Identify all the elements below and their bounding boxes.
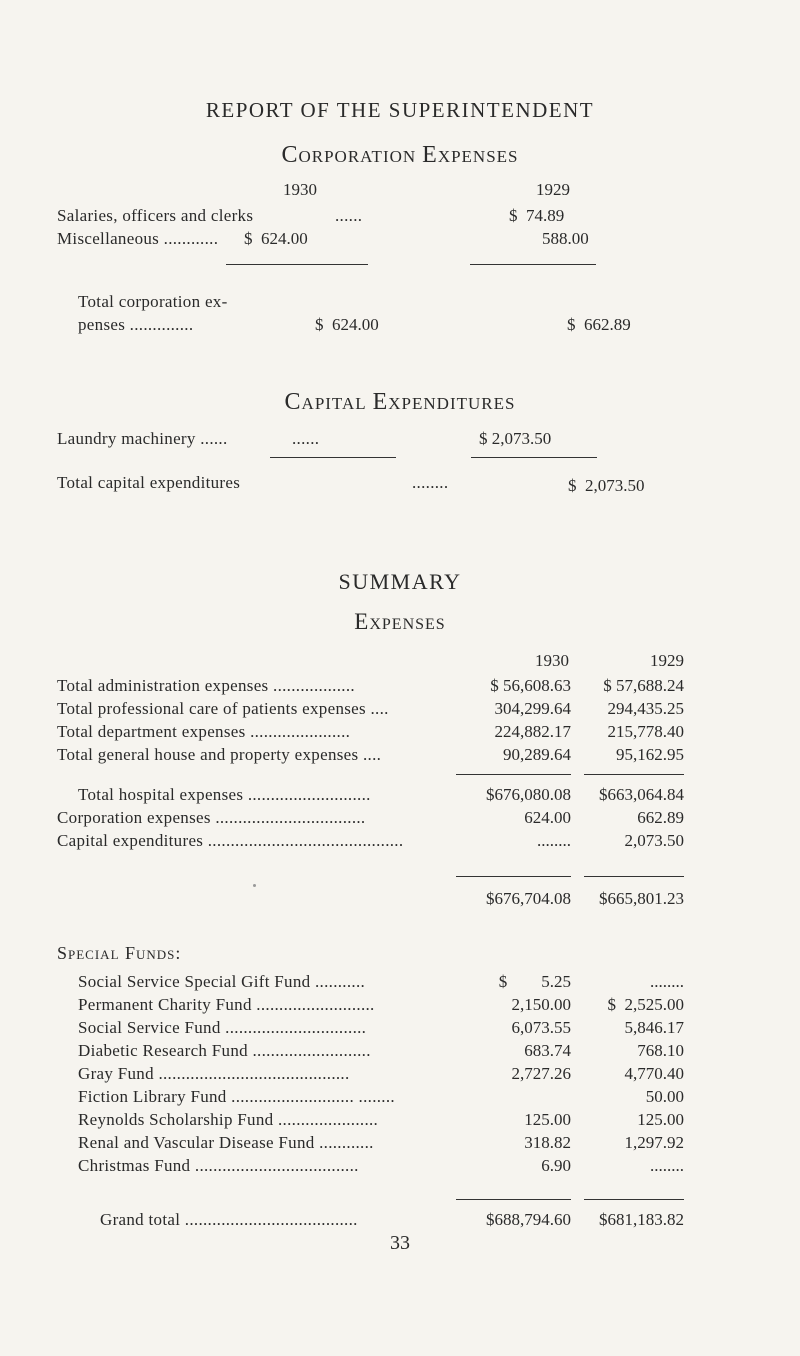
fund-row-label: Social Service Special Gift Fund ........... <box>78 972 366 991</box>
summary-row-professional-1930: 304,299.64 <box>494 699 571 718</box>
misc-label: Miscellaneous ............ <box>57 229 219 248</box>
fund-row-label: Permanent Charity Fund .......................... <box>78 995 375 1014</box>
page-number: 33 <box>390 1232 410 1254</box>
corp-total-1929: $ 662.89 <box>567 315 631 334</box>
summary-row-department-label: Total department expenses ...................... <box>57 722 351 741</box>
summary-corporation-1930: 624.00 <box>524 808 571 827</box>
grand-rule-1929 <box>584 1199 684 1200</box>
salaries-dots: ...... <box>335 206 363 225</box>
summary-heading: SUMMARY <box>338 569 462 594</box>
fund-row-1929: 50.00 <box>645 1087 684 1106</box>
fund-row-label: Christmas Fund .................................... <box>78 1156 359 1175</box>
capital-expenditures-heading: Capital Expenditures <box>284 389 516 415</box>
hospital-total-1930: $676,080.08 <box>486 785 571 804</box>
summary-rule-1930 <box>456 774 571 775</box>
summary-row-admin-label: Total administration expenses .................. <box>57 676 355 695</box>
grand-total-1929: $681,183.82 <box>599 1210 684 1229</box>
summary-capital-1929: 2,073.50 <box>624 831 684 850</box>
capital-total-label: Total capital expenditures <box>57 473 241 492</box>
corp-total-1930: $ 624.00 <box>315 315 379 334</box>
summary-row-department-1930: 224,882.17 <box>494 722 571 741</box>
corp-col-1929: 1929 <box>536 180 570 199</box>
summary-corporation-1929: 662.89 <box>637 808 684 827</box>
subtotal-1930: $676,704.08 <box>486 889 571 908</box>
fund-row-label: Reynolds Scholarship Fund ...................... <box>78 1110 379 1129</box>
summary-col-1930: 1930 <box>535 651 569 670</box>
grand-rule-1930 <box>456 1199 571 1200</box>
fund-row-1930: 683.74 <box>524 1041 571 1060</box>
summary-capital-label: Capital expenditures ........................................... <box>57 831 404 850</box>
grand-total-1930: $688,794.60 <box>486 1210 571 1229</box>
capital-rule-1 <box>270 457 396 458</box>
corporation-expenses-heading: Corporation Expenses <box>281 142 519 168</box>
summary-rule-1929 <box>584 774 684 775</box>
fund-row-1929: 4,770.40 <box>624 1064 684 1083</box>
fund-row-1929: 125.00 <box>637 1110 684 1129</box>
summary-row-professional-1929: 294,435.25 <box>607 699 684 718</box>
fund-row-label: Diabetic Research Fund .......................... <box>78 1041 371 1060</box>
fund-row-1929: ........ <box>650 972 684 991</box>
summary-row-general-label: Total general house and property expenses .... <box>57 745 382 764</box>
laundry-value: $ 2,073.50 <box>479 429 552 448</box>
summary-col-1929: 1929 <box>650 651 684 670</box>
laundry-label: Laundry machinery ...... <box>57 429 228 448</box>
fund-row-1929: ........ <box>650 1156 684 1175</box>
fund-row-1929: $ 2,525.00 <box>607 995 684 1014</box>
salaries-label: Salaries, officers and clerks <box>57 206 254 225</box>
page-title: REPORT OF THE SUPERINTENDENT <box>205 98 595 122</box>
laundry-dots: ...... <box>292 429 320 448</box>
corp-rule-1930 <box>226 264 368 265</box>
fund-row-1929: 1,297.92 <box>624 1133 684 1152</box>
fund-row-label: Renal and Vascular Disease Fund ............ <box>78 1133 374 1152</box>
fund-row-1930: 6.90 <box>541 1156 571 1175</box>
fund-row-1929: 5,846.17 <box>624 1018 684 1037</box>
special-funds-heading: Special Funds: <box>57 943 182 963</box>
summary-row-admin-1930: $ 56,608.63 <box>490 676 571 695</box>
corp-rule-1929 <box>470 264 596 265</box>
subtotal-rule-1930 <box>456 876 571 877</box>
capital-total-value: $ 2,073.50 <box>568 476 645 495</box>
corp-total-label-2: penses .............. <box>78 315 194 334</box>
speck <box>253 884 256 887</box>
summary-corporation-label: Corporation expenses ................................. <box>57 808 366 827</box>
capital-rule-2 <box>471 457 597 458</box>
summary-row-department-1929: 215,778.40 <box>607 722 684 741</box>
hospital-total-label: Total hospital expenses ........................... <box>78 785 371 804</box>
fund-row-1930: 6,073.55 <box>511 1018 571 1037</box>
corp-col-1930: 1930 <box>283 180 317 199</box>
summary-capital-1930: ........ <box>537 831 571 850</box>
hospital-total-1929: $663,064.84 <box>599 785 684 804</box>
misc-1930: $ 624.00 <box>244 229 308 248</box>
subtotal-rule-1929 <box>584 876 684 877</box>
fund-row-label: Gray Fund .......................................... <box>78 1064 350 1083</box>
salaries-1929: $ 74.89 <box>509 206 565 225</box>
corp-total-label-1: Total corporation ex- <box>78 292 228 311</box>
summary-row-general-1930: 90,289.64 <box>503 745 571 764</box>
summary-expenses-heading: Expenses <box>354 609 446 634</box>
summary-row-admin-1929: $ 57,688.24 <box>603 676 684 695</box>
grand-total-label: Grand total ...................................... <box>100 1210 358 1229</box>
subtotal-1929: $665,801.23 <box>599 889 684 908</box>
fund-row-label: Fiction Library Fund ........................... ........ <box>78 1087 395 1106</box>
capital-total-dots: ........ <box>412 473 449 492</box>
fund-row-1930: 125.00 <box>524 1110 571 1129</box>
misc-1929: 588.00 <box>542 229 589 248</box>
summary-row-general-1929: 95,162.95 <box>616 745 684 764</box>
fund-row-1930: $ 5.25 <box>498 972 571 991</box>
fund-row-1930: 318.82 <box>524 1133 571 1152</box>
fund-row-label: Social Service Fund ............................... <box>78 1018 367 1037</box>
fund-row-1929: 768.10 <box>637 1041 684 1060</box>
fund-row-1930: 2,150.00 <box>511 995 571 1014</box>
summary-row-professional-label: Total professional care of patients expenses .... <box>57 699 389 718</box>
fund-row-1930: 2,727.26 <box>511 1064 571 1083</box>
